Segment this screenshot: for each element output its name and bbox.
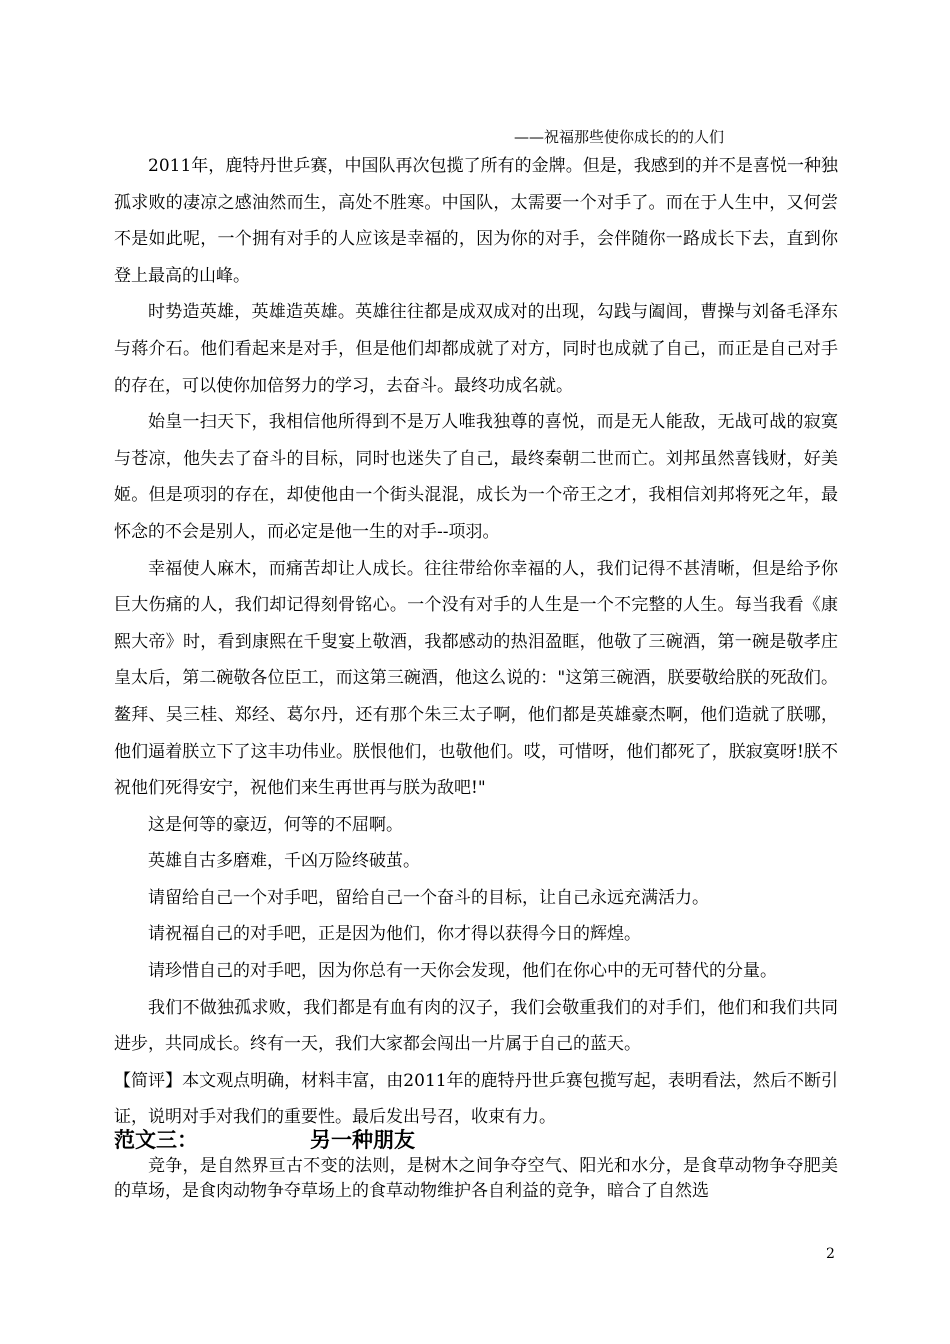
- epigraph: ——祝福那些使你成长的的人们: [514, 128, 725, 146]
- paragraph: 幸福使人麻木，而痛苦却让人成长。往往带给你幸福的人，我们记得不甚清晰，但是给予你巨大伤痛的人，我们却记得刻骨铭心。一个没有对手的人生是一个不完整的人生。每当我看《康熙大帝》时，看到康熙在千叟宴上敬酒，我都感动的热泪盈眶，他敬了三碗酒，第一碗是敬孝庄皇太后，第二碗敬各位臣工，而这第三碗酒，他这么说的："这第三碗酒，朕要敬给朕的死敌们。鳌拜、吴三桂、郑经、葛尔丹，还有那个朱三太子啊，他们都是英雄豪杰啊，他们造就了朕哪，他们逼着朕立下了这丰功伟业。朕恨他们，也敬他们。哎，可惜呀，他们都死了，朕寂寞呀!朕不祝他们死得安宁，祝他们来生再世再与朕为敌吧!": [114, 558, 838, 799]
- paragraph: 请祝福自己的对手吧，正是因为他们，你才得以获得今日的辉煌。: [148, 924, 641, 945]
- section-title: 另一种朋友: [310, 1127, 415, 1152]
- paragraph: 请珍惜自己的对手吧，因为你总有一天你会发现，他们在你心中的无可替代的分量。: [148, 961, 777, 982]
- page-number: 2: [826, 1246, 835, 1262]
- paragraph: 我们不做独孤求败，我们都是有血有肉的汉子，我们会敬重我们的对手们，他们和我们共同进步，共同成长。终有一天，我们大家都会闯出一片属于自己的蓝天。: [114, 997, 838, 1055]
- paragraph: 始皇一扫天下，我相信他所得到不是万人唯我独尊的喜悦，而是无人能敌，无战可战的寂寞与苍凉，他失去了奋斗的目标，同时也迷失了自己，最终秦朝二世而亡。刘邦虽然喜钱财，好美姬。但是项羽的存在，却使他由一个街头混混，成长为一个帝王之才，我相信刘邦将死之年，最怀念的不会是别人，而必定是他一生的对手--项羽。: [114, 412, 838, 542]
- paragraph: 竞争，是自然界亘古不变的法则，是树木之间争夺空气、阳光和水分，是食草动物争夺肥美的草场，是食肉动物争夺草场上的食草动物维护各自利益的竞争，暗合了自然选: [114, 1156, 838, 1201]
- paragraph: 请留给自己一个对手吧，留给自己一个奋斗的目标，让自己永远充满活力。: [148, 887, 709, 908]
- paragraph: 这是何等的豪迈，何等的不屈啊。: [148, 814, 403, 835]
- review-paragraph: 【简评】本文观点明确，材料丰富，由2011年的鹿特丹世乒赛包揽写起，表明看法，然后不断引证，说明对手对我们的重要性。最后发出号召，收束有力。: [114, 1070, 838, 1128]
- paragraph: 时势造英雄，英雄造英雄。英雄往往都是成双成对的出现，勾践与阖闾，曹操与刘备毛泽东与蒋介石。他们看起来是对手，但是他们却都成就了对方，同时也成就了自己，而正是自己对手的存在，可以使你加倍努力的学习，去奋斗。最终功成名就。: [114, 302, 838, 396]
- paragraph: 2011年，鹿特丹世乒赛，中国队再次包揽了所有的金牌。但是，我感到的并不是喜悦一种独孤求败的凄凉之感油然而生，高处不胜寒。中国队，太需要一个对手了。而在于人生中，又何尝不是如此呢，一个拥有对手的人应该是幸福的，因为你的对手，会伴随你一路成长下去，直到你登上最高的山峰。: [114, 156, 838, 286]
- essay-body: [114, 148, 838, 1136]
- section-heading: [114, 1126, 415, 1154]
- section-body: [114, 1154, 838, 1204]
- paragraph: 英雄自古多磨难，千凶万险终破茧。: [148, 851, 420, 872]
- section-label: 范文三：: [114, 1127, 198, 1152]
